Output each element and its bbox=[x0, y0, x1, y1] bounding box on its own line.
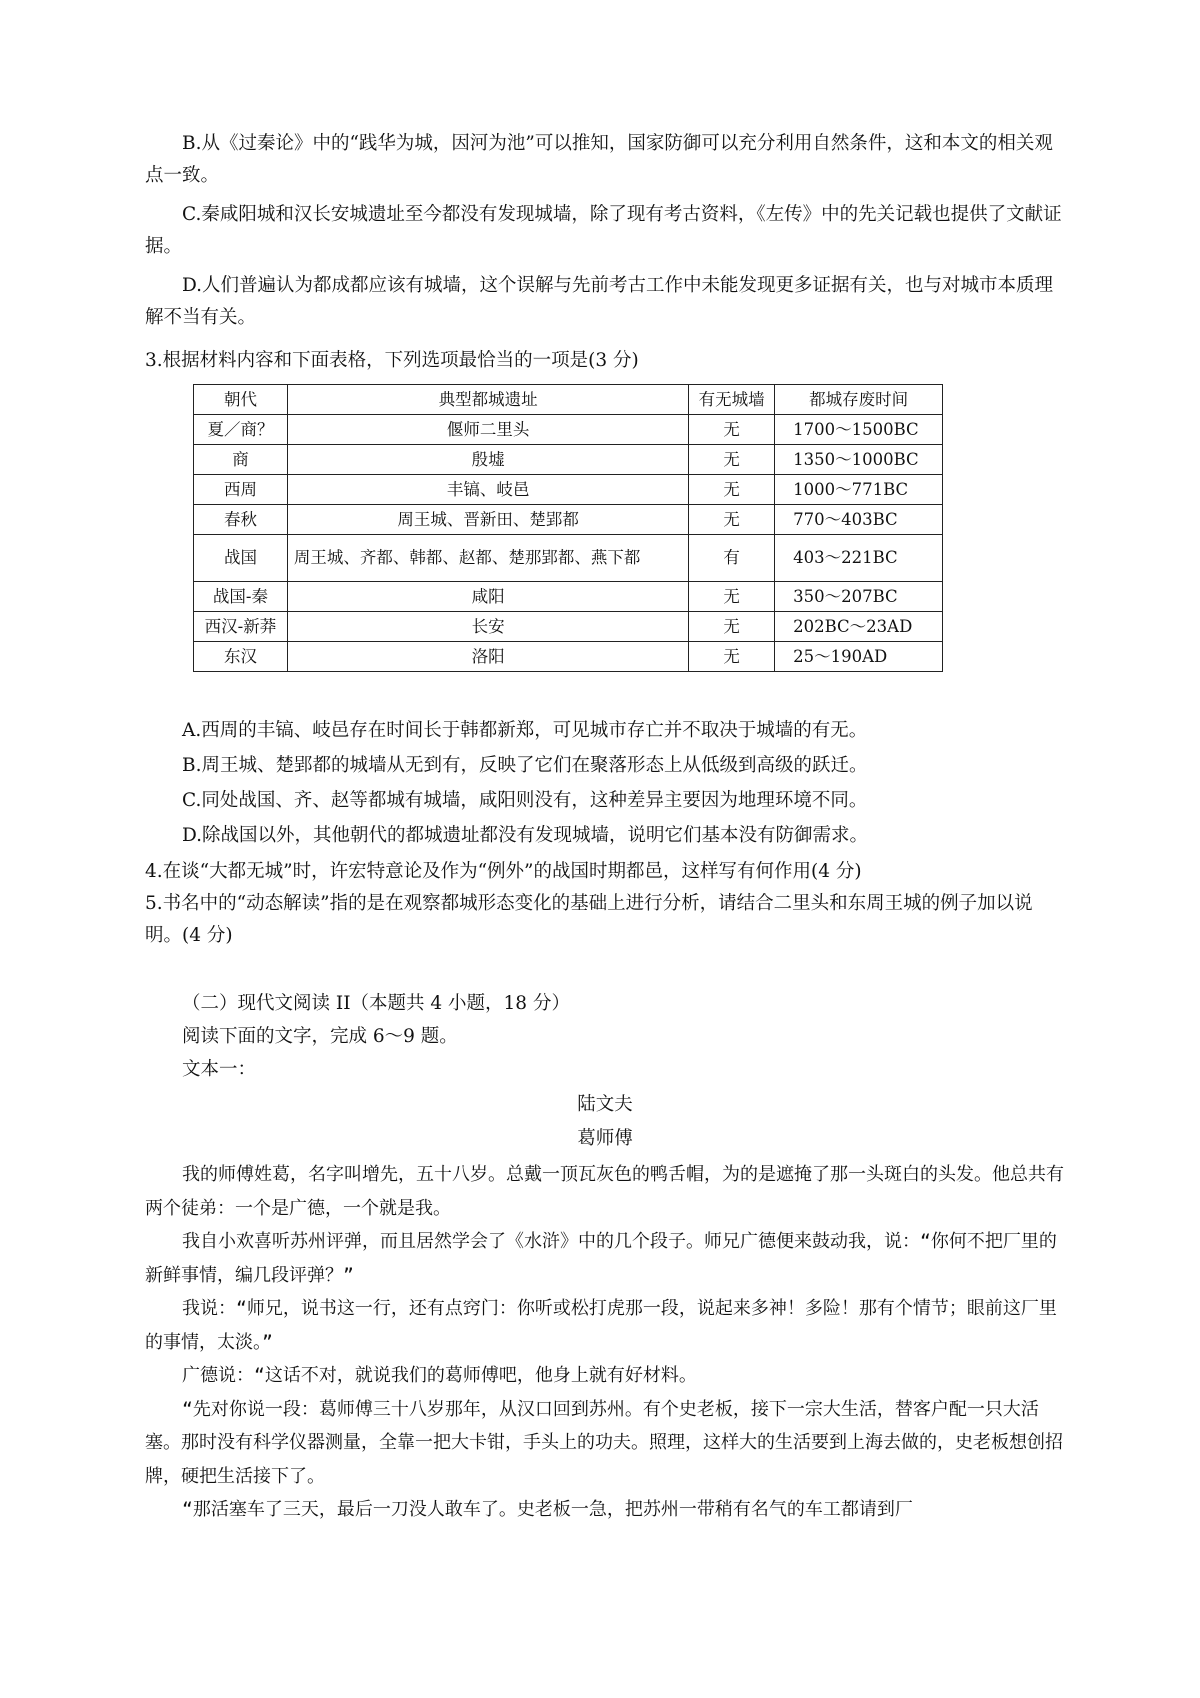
q2-options bbox=[145, 128, 1065, 334]
period-cell: 25～190AD bbox=[775, 642, 943, 672]
wall-cell: 无 bbox=[689, 582, 775, 612]
site-cell: 周王城、晋新田、楚郢都 bbox=[287, 505, 688, 535]
site-cell: 殷墟 bbox=[287, 445, 688, 475]
capital-sites-table bbox=[193, 384, 943, 672]
q3-options bbox=[145, 713, 1065, 853]
table-header-cell: 有无城墙 bbox=[689, 385, 775, 415]
q3-stem-block bbox=[145, 345, 1065, 377]
wall-cell: 无 bbox=[689, 475, 775, 505]
site-cell: 洛阳 bbox=[287, 642, 688, 672]
story-author: 陆文夫 bbox=[577, 1094, 633, 1115]
table-row bbox=[194, 445, 943, 475]
site-cell: 咸阳 bbox=[287, 582, 688, 612]
wall-cell: 无 bbox=[689, 415, 775, 445]
story-paragraph: 我的师傅姓葛，名字叫增先，五十八岁。总戴一顶瓦灰色的鸭舌帽，为的是遮掩了那一头斑白的头发。他总共有两个徒弟：一个是广德，一个就是我。 bbox=[145, 1164, 1064, 1219]
q3-stem: 3.根据材料内容和下面表格，下列选项最恰当的一项是(3 分) bbox=[145, 350, 639, 371]
q2-option-b: B.从《过秦论》中的“践华为城，因河为池”可以推知，国家防御可以充分利用自然条件，这和本文的相关观点一致。 bbox=[145, 133, 1053, 186]
dynasty-cell: 西汉-新莽 bbox=[194, 612, 288, 642]
site-cell: 周王城、齐都、韩都、赵都、楚那郢都、燕下都 bbox=[287, 535, 688, 582]
q4: 4.在谈“大都无城”时，许宏特意论及作为“例外”的战国时期都邑，这样写有何作用(4 分) bbox=[145, 861, 862, 882]
dynasty-cell: 夏／商？ bbox=[194, 415, 288, 445]
dynasty-cell: 西周 bbox=[194, 475, 288, 505]
wall-cell: 有 bbox=[689, 535, 775, 582]
dynasty-cell: 春秋 bbox=[194, 505, 288, 535]
dynasty-cell: 东汉 bbox=[194, 642, 288, 672]
wall-cell: 无 bbox=[689, 445, 775, 475]
section2-header bbox=[145, 987, 1065, 1086]
story-paragraph: “那活塞车了三天，最后一刀没人敢车了。史老板一急，把苏州一带稍有名气的车工都请到厂 bbox=[182, 1499, 913, 1520]
period-cell: 1350～1000BC bbox=[775, 445, 943, 475]
period-cell: 1700～1500BC bbox=[775, 415, 943, 445]
dynasty-cell: 商 bbox=[194, 445, 288, 475]
story-heading bbox=[145, 1088, 1065, 1156]
dynasty-cell: 战国-秦 bbox=[194, 582, 288, 612]
section2-text-label: 文本一： bbox=[182, 1059, 257, 1080]
table-row bbox=[194, 612, 943, 642]
period-cell: 350～207BC bbox=[775, 582, 943, 612]
period-cell: 770～403BC bbox=[775, 505, 943, 535]
table-header-cell: 典型都城遗址 bbox=[287, 385, 688, 415]
story-title: 葛师傅 bbox=[577, 1128, 633, 1149]
dynasty-cell: 战国 bbox=[194, 535, 288, 582]
story-paragraph: “先对你说一段：葛师傅三十八岁那年，从汉口回到苏州。有个史老板，接下一宗大生活，替客户配一只大活塞。那时没有科学仪器测量，全靠一把大卡钳，手头上的功夫。照理，这样大的生活要到上海去做的，史老板想创招牌，硬把生活接下了。 bbox=[145, 1398, 1063, 1487]
q3-option-c: C.同处战国、齐、赵等都城有城墙，咸阳则没有，这种差异主要因为地理环境不同。 bbox=[182, 790, 868, 811]
site-cell: 丰镐、岐邑 bbox=[287, 475, 688, 505]
period-cell: 403～221BC bbox=[775, 535, 943, 582]
q2-option-d: D.人们普遍认为都成都应该有城墙，这个误解与先前考古工作中未能发现更多证据有关，也与对城市本质理解不当有关。 bbox=[145, 275, 1054, 328]
table-row bbox=[194, 642, 943, 672]
story-paragraph: 广德说：“这话不对，就说我们的葛师傅吧，他身上就有好材料。 bbox=[182, 1365, 697, 1386]
story-paragraph: 我自小欢喜听苏州评弹，而且居然学会了《水浒》中的几个段子。师兄广德便来鼓动我，说：“你何不把厂里的新鲜事情，编几段评弹？” bbox=[145, 1231, 1057, 1286]
period-cell: 1000～771BC bbox=[775, 475, 943, 505]
period-cell: 202BC～23AD bbox=[775, 612, 943, 642]
site-cell: 长安 bbox=[287, 612, 688, 642]
q4-q5 bbox=[145, 856, 1065, 952]
table-header-row bbox=[194, 385, 943, 415]
wall-cell: 无 bbox=[689, 642, 775, 672]
q3-option-a: A.西周的丰镐、岐邑存在时间长于韩都新郑，可见城市存亡并不取决于城墙的有无。 bbox=[182, 720, 868, 741]
story-paragraph: 我说：“师兄，说书这一行，还有点窍门：你听或松打虎那一段，说起来多神！多险！那有个情节；眼前这厂里的事情，太淡。” bbox=[145, 1298, 1057, 1353]
table-row bbox=[194, 505, 943, 535]
q5: 5.书名中的“动态解读”指的是在观察都城形态变化的基础上进行分析，请结合二里头和东周王城的例子加以说明。(4 分) bbox=[145, 893, 1033, 946]
story-body bbox=[145, 1158, 1065, 1527]
wall-cell: 无 bbox=[689, 612, 775, 642]
q3-option-b: B.周王城、楚郢都的城墙从无到有，反映了它们在聚落形态上从低级到高级的跃迁。 bbox=[182, 755, 868, 776]
wall-cell: 无 bbox=[689, 505, 775, 535]
q2-option-c: C.秦咸阳城和汉长安城遗址至今都没有发现城墙，除了现有考古资料，《左传》中的先关记载也提供了文献证据。 bbox=[145, 204, 1062, 257]
table-header-cell: 朝代 bbox=[194, 385, 288, 415]
table-row bbox=[194, 415, 943, 445]
section2-heading: （二）现代文阅读 II（本题共 4 小题，18 分） bbox=[182, 993, 570, 1014]
table-row bbox=[194, 535, 943, 582]
site-cell: 偃师二里头 bbox=[287, 415, 688, 445]
table-row bbox=[194, 475, 943, 505]
q3-option-d: D.除战国以外，其他朝代的都城遗址都没有发现城墙，说明它们基本没有防御需求。 bbox=[182, 825, 869, 846]
table-row bbox=[194, 582, 943, 612]
table-header-cell: 都城存废时间 bbox=[775, 385, 943, 415]
section2-instruction: 阅读下面的文字，完成 6～9 题。 bbox=[182, 1026, 458, 1047]
